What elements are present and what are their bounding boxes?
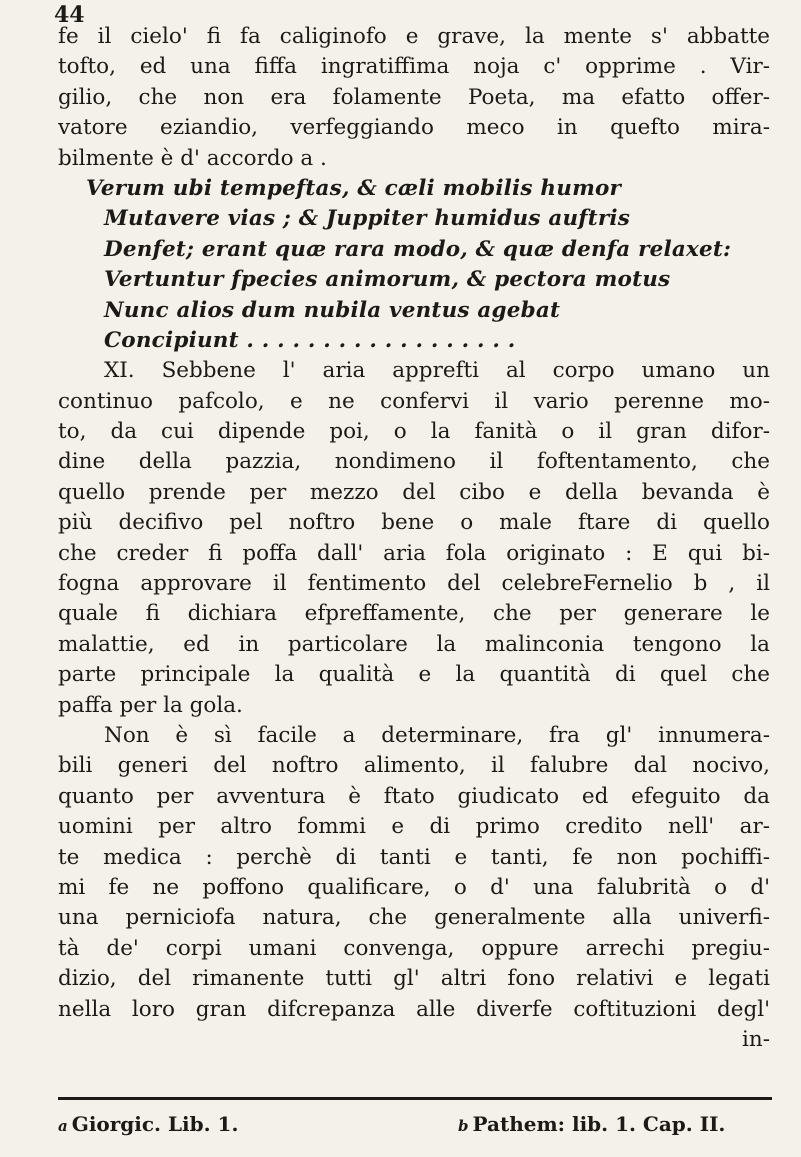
text-line: to, da cui dipende poi, o la fanità o il gran difor- [58,419,770,445]
verse-line: Nunc alios dum nubila ventus agebat [104,297,561,323]
text-line: Non è sì facile a determinare, fra gl' innumera- [104,722,770,748]
text-line: fogna approvare il fentimento del celebreFernelio b , il [58,571,770,597]
text-line: bilmente è d' accordo a . [58,145,327,171]
footnote-text: Pathem: lib. 1. Cap. II. [472,1112,726,1136]
footnote-text: Giorgic. Lib. 1. [71,1112,239,1136]
text-line: XI. Sebbene l' aria apprefti al corpo umano un [104,358,770,384]
body-text [58,22,770,1055]
text-line: gilio, che non era folamente Poeta, ma efatto offer- [58,84,770,110]
text-line: vatore eziandio, verfeggiando meco in quefto mira- [58,115,770,141]
text-line: malattie, ed in particolare la malinconia tengono la [58,631,770,657]
text-line: paffa per la gola. [58,692,243,718]
text-line: nella loro gran difcrepanza alle diverfe coftituzioni degl' [58,996,770,1022]
text-line: dine della pazzia, nondimeno il foftentamento, che [58,449,770,475]
text-line: tofto, ed una fiffa ingratiffima noja c' opprime . Vir- [58,54,770,80]
text-line: quanto per avventura è ftato giudicato ed efeguito da [58,783,770,809]
text-line: quello prende per mezzo del cibo e della bevanda è [58,479,770,505]
footnotes [58,1112,772,1142]
verse-line: Denfet; erant quæ rara modo, & quæ denfa relaxet: [104,236,732,262]
text-line: dizio, del rimanente tutti gl' altri fono relativi e legati [58,966,770,992]
catchword: in- [742,1026,770,1052]
text-line: uomini per altro fommi e di primo credito nell' ar- [58,814,770,840]
text-line: continuo pafcolo, e ne confervi il vario perenne mo- [58,388,770,414]
text-line: quale fi dichiara efpreffamente, che per generare le [58,601,770,627]
text-line: tà de' corpi umani convenga, oppure arrechi pregiu- [58,935,770,961]
footnote-mark: a [58,1117,68,1135]
text-line: mi fe ne poffono qualificare, o d' una falubrità o d' [58,874,770,900]
page-number: 44 [54,2,85,28]
text-line: fe il cielo' fi fa caliginofo e grave, la mente s' abbatte [58,24,770,49]
text-line: te medica : perchè di tanti e tanti, fe non pochiffi- [58,844,770,870]
verse-line: Concipiunt . . . . . . . . . . . . . . . . . . [104,327,516,353]
footnote-rule [58,1097,772,1100]
verse-line: Mutavere vias ; & Juppiter humidus auftris [104,206,631,232]
text-line: che creder fi poffa dall' aria fola originato : E qui bi- [58,540,770,566]
footnote-a [58,1112,238,1136]
verse-line: Vertuntur fpecies animorum, & pectora motus [104,267,671,293]
text-line: più decifivo pel noftro bene o male ftare di quello [58,510,770,536]
text-line: parte principale la qualità e la quantità di quel che [58,662,770,688]
footnote-b [458,1112,725,1136]
text-line: una perniciofa natura, che generalmente alla univerfi- [58,905,770,931]
text-line: bili generi del noftro alimento, il falubre dal nocivo, [58,753,770,779]
verse-line: Verum ubi tempeftas, & cæli mobilis humor [86,175,622,201]
footnote-mark: b [458,1117,469,1135]
